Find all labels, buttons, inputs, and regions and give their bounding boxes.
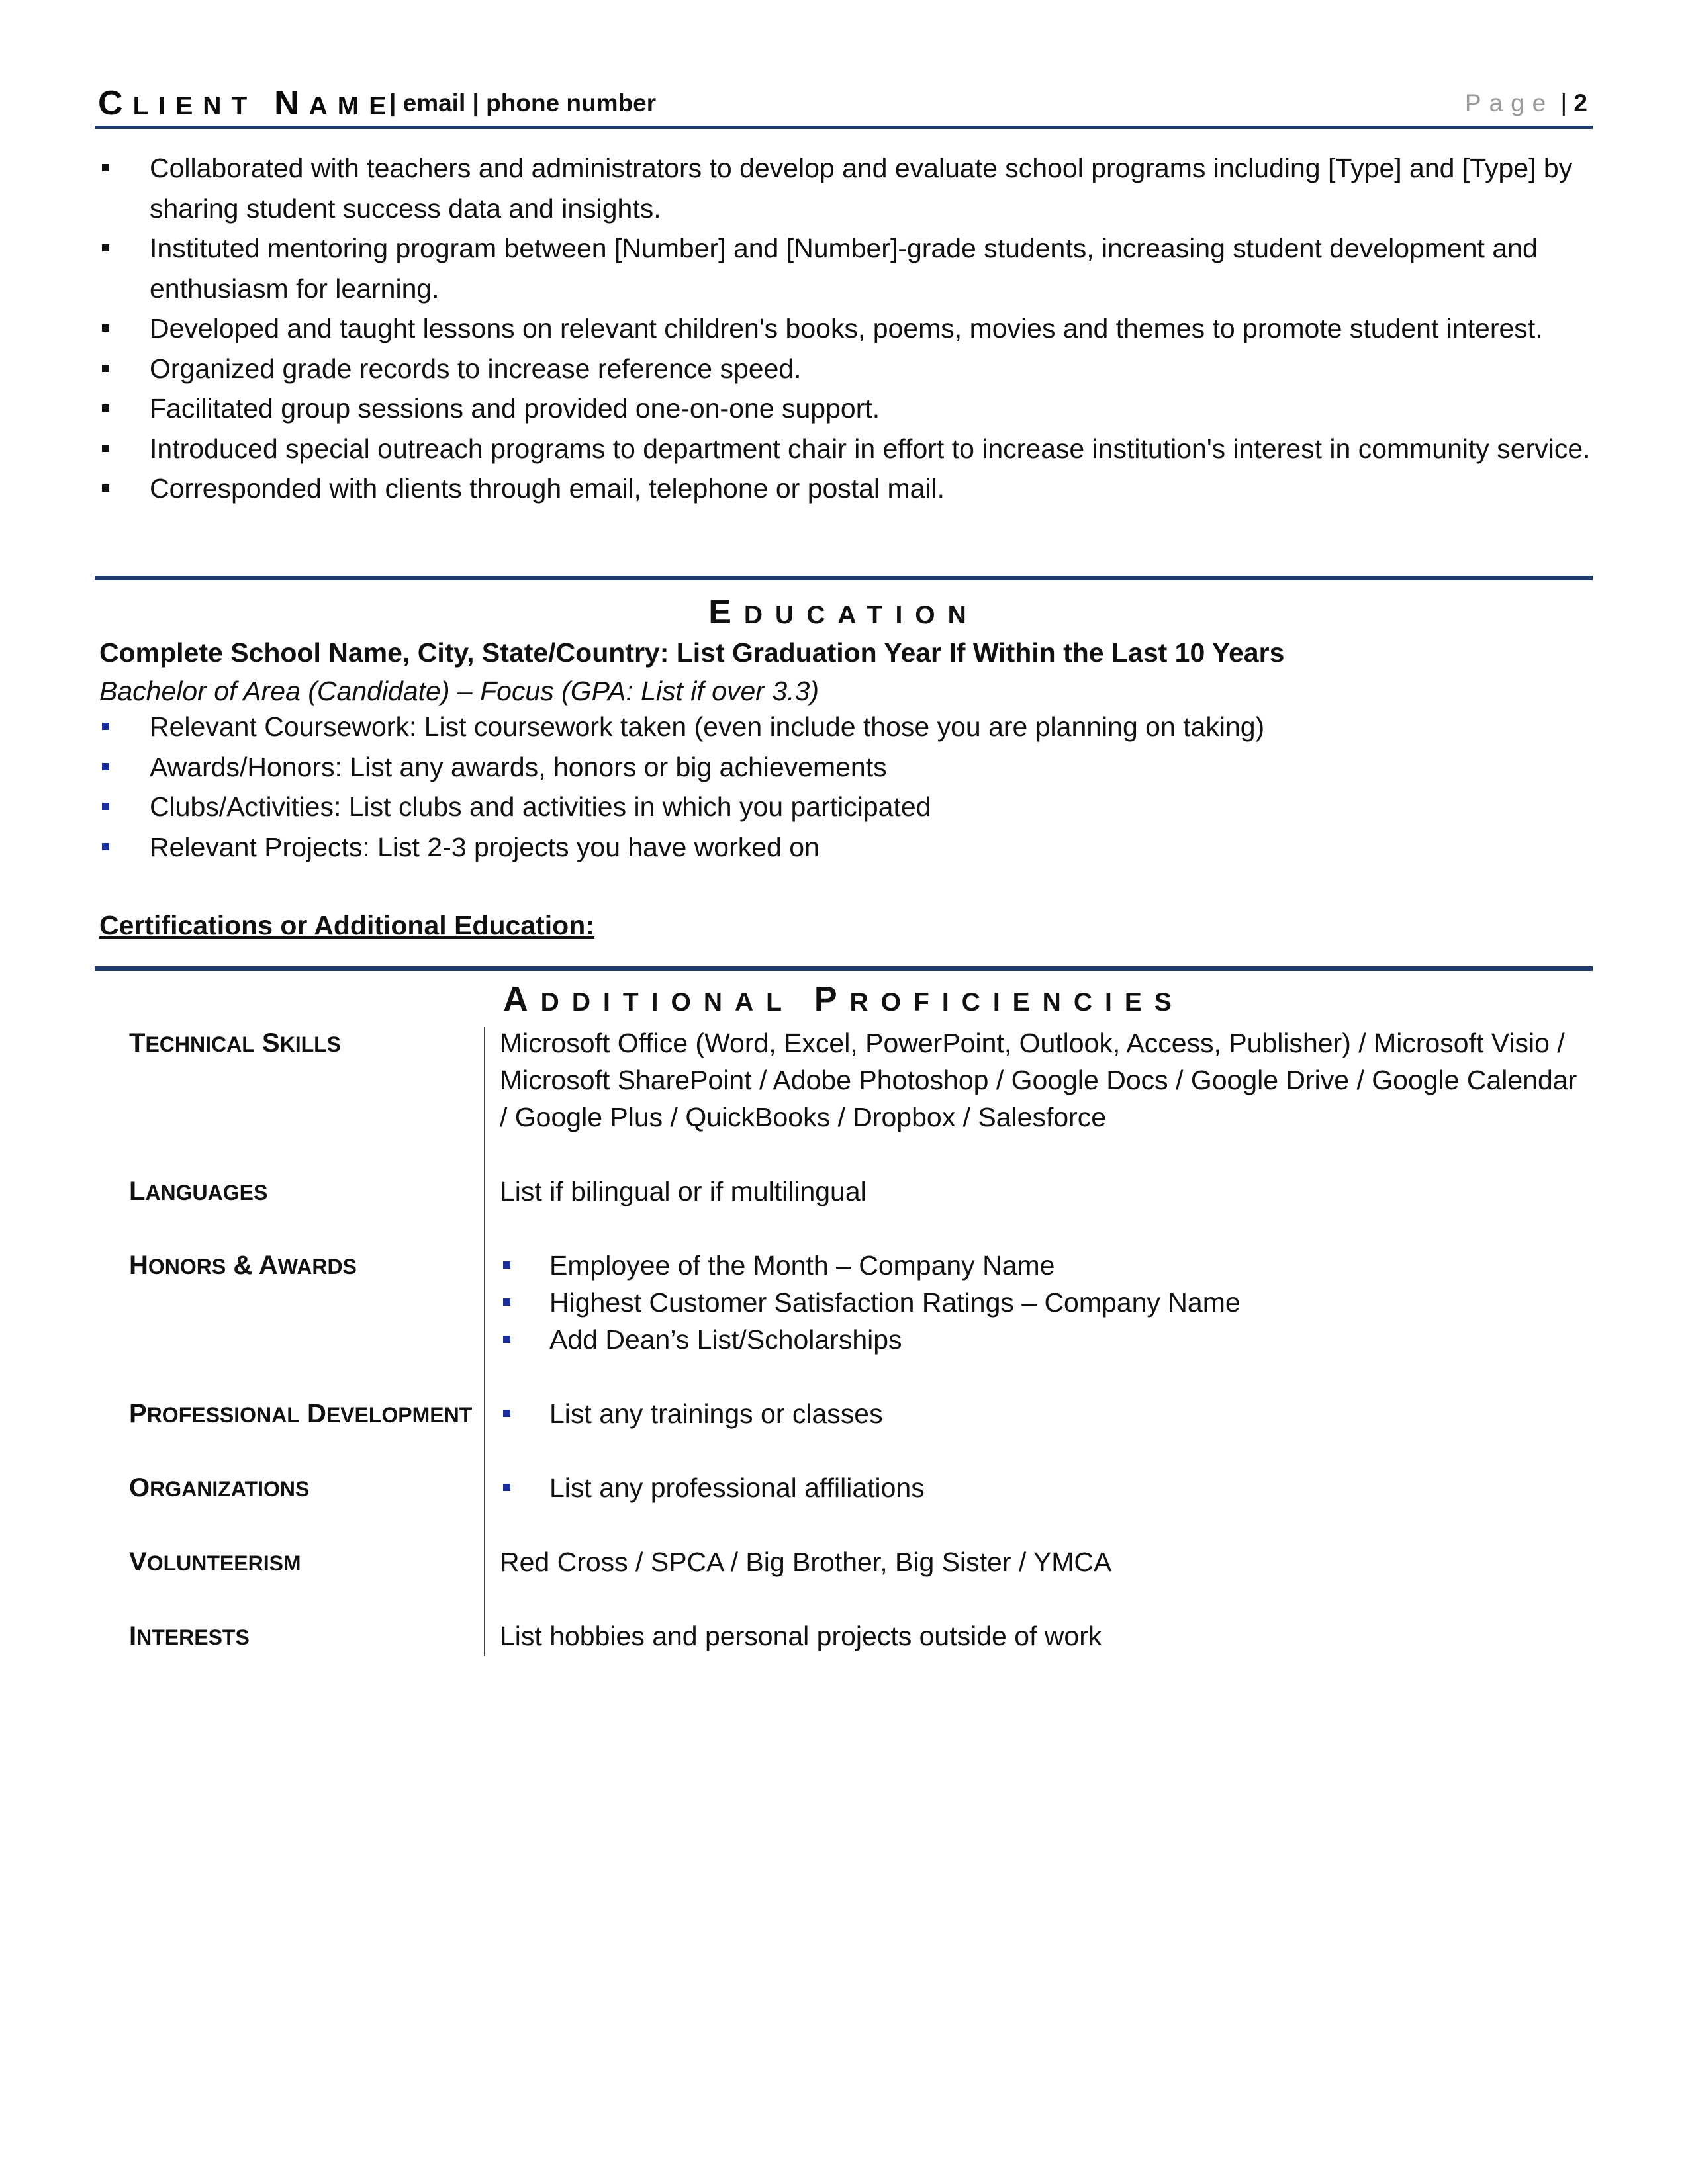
professional-development-list (500, 1395, 1592, 1432)
bullet-icon (102, 164, 109, 171)
list-item: Collaborated with teachers and administrators to develop and evaluate school programs including [Type] and [Type] by sharing student success data and insights. (98, 148, 1594, 228)
list-item: Highest Customer Satisfaction Ratings – Company Name (500, 1284, 1592, 1321)
row-label: PROFESSIONAL DEVELOPMENT (129, 1399, 473, 1428)
list-item: Relevant Coursework: List coursework taken (even include those you are planning on taking) (98, 707, 1594, 747)
column-divider (484, 1027, 485, 1656)
bullet-icon (102, 324, 109, 332)
education-title: EDUCATION (708, 593, 979, 631)
technical-skills-value: Microsoft Office (Word, Excel, PowerPoint, Outlook, Access, Publisher) / Microsoft Visio / Microsoft SharePoint / Adobe Photoshop / Google Docs / Google Drive / Google Calendar / Google Plus / QuickBooks / Dropbox / Salesforce (500, 1028, 1577, 1132)
volunteerism-value: Red Cross / SPCA / Big Brother, Big Sister / YMCA (500, 1547, 1112, 1577)
experience-bullet-list (98, 148, 1594, 509)
list-item: Employee of the Month – Company Name (500, 1247, 1592, 1284)
bullet-icon (503, 1261, 510, 1269)
row-label: ORGANIZATIONS (129, 1473, 310, 1502)
honors-list (500, 1247, 1592, 1358)
section-rule (95, 576, 1593, 580)
row-label: TECHNICAL SKILLS (129, 1028, 342, 1058)
list-item: Organized grade records to increase reference speed. (98, 349, 1594, 389)
bullet-icon (102, 803, 109, 810)
organizations-list (500, 1469, 1592, 1506)
education-bullet-list (98, 707, 1594, 867)
list-item: Relevant Projects: List 2-3 projects you have worked on (98, 827, 1594, 868)
degree-line: Bachelor of Area (Candidate) – Focus (GPA: List if over 3.3) (99, 676, 819, 706)
list-item: Corresponded with clients through email, telephone or postal mail. (98, 469, 1594, 509)
certifications-heading: Certifications or Additional Education: (99, 910, 594, 940)
bullet-icon (102, 484, 109, 492)
row-label: VOLUNTEERISM (129, 1547, 301, 1576)
page-header (98, 85, 1587, 122)
bullet-icon (503, 1298, 510, 1306)
row-label: LANGUAGES (129, 1177, 268, 1206)
list-item: Developed and taught lessons on relevant children's books, poems, movies and themes to promote student interest. (98, 308, 1594, 349)
list-item: Awards/Honors: List any awards, honors or big achievements (98, 747, 1594, 788)
proficiencies-title: ADDITIONAL PROFICIENCIES (503, 980, 1184, 1019)
row-label: HONORS & AWARDS (129, 1251, 357, 1280)
contact-info: | email | phone number (389, 89, 657, 116)
client-name: CLIENT NAME (98, 84, 397, 122)
bullet-icon (102, 445, 109, 452)
bullet-icon (102, 763, 109, 770)
list-item: List any professional affiliations (500, 1469, 1592, 1506)
bullet-icon (102, 843, 109, 850)
bullet-icon (102, 365, 109, 372)
school-line: Complete School Name, City, State/Country: List Graduation Year If Within the Last 10 Years (99, 637, 1285, 668)
bullet-icon (503, 1484, 510, 1491)
list-item: Introduced special outreach programs to department chair in effort to increase institution's interest in community service. (98, 429, 1594, 469)
row-label: INTERESTS (129, 1621, 250, 1651)
bullet-icon (503, 1336, 510, 1343)
list-item: Instituted mentoring program between [Number] and [Number]-grade students, increasing student development and enthusiasm for learning. (98, 228, 1594, 308)
list-item: Add Dean’s List/Scholarships (500, 1321, 1592, 1358)
bullet-icon (503, 1410, 510, 1417)
bullet-icon (102, 404, 109, 412)
list-item: Facilitated group sessions and provided one-on-one support. (98, 388, 1594, 429)
list-item: Clubs/Activities: List clubs and activities in which you participated (98, 787, 1594, 827)
header-rule (95, 126, 1593, 129)
interests-value: List hobbies and personal projects outside of work (500, 1621, 1102, 1651)
languages-value: List if bilingual or if multilingual (500, 1176, 867, 1206)
bullet-icon (102, 723, 109, 730)
bullet-icon (102, 244, 109, 251)
page-number: Page | 2 (1464, 89, 1587, 116)
section-rule (95, 966, 1593, 971)
list-item: List any trainings or classes (500, 1395, 1592, 1432)
